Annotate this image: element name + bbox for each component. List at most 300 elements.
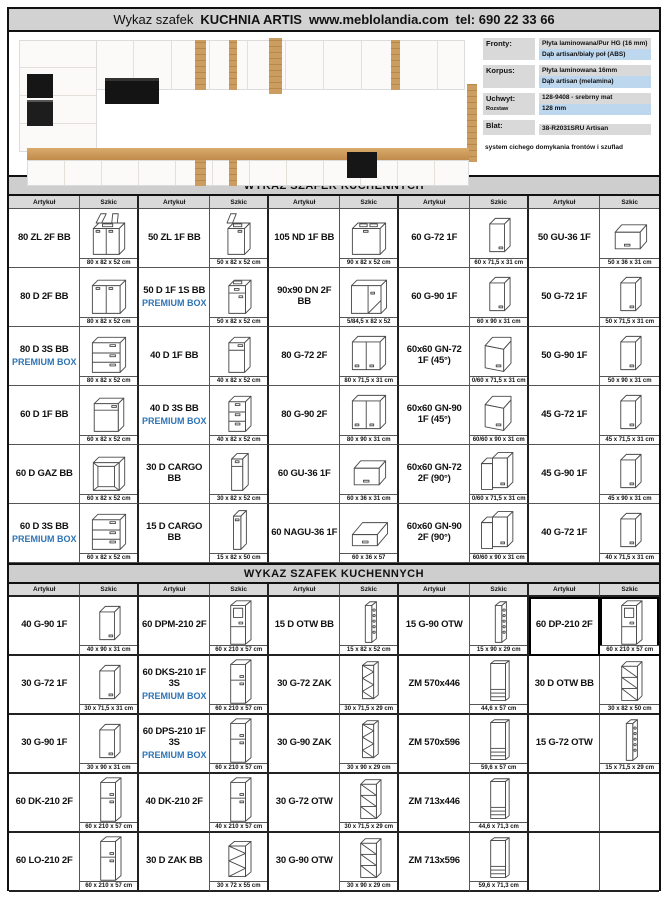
sketch-cell <box>600 597 659 656</box>
article-cell <box>399 327 470 386</box>
zigzag-shelf-icon <box>344 658 394 706</box>
sketch-cell <box>80 386 139 445</box>
sketch-dimensions: 60 x 210 x 57 cm <box>210 645 267 654</box>
base-corner-icon <box>344 270 394 318</box>
article-code: 30 G-90 1F <box>21 737 68 749</box>
sketch-cell <box>80 504 139 563</box>
column-header-szkic: Szkic <box>210 584 269 597</box>
sketch-dimensions: 60 x 36 x 57 <box>340 553 397 562</box>
sketch-cell <box>470 597 529 656</box>
wall-corner-90-icon <box>474 447 524 495</box>
sketch-dimensions: 30 x 90 x 31 cm <box>80 763 137 772</box>
column-header-artykul: Artykuł <box>529 584 600 597</box>
base-3drawers-icon <box>84 329 134 377</box>
article-code: 40 D 1F BB <box>150 349 199 361</box>
column-header-szkic: Szkic <box>210 196 269 209</box>
open-shelf-icon <box>344 776 394 824</box>
article-code: 30 D OTW BB <box>534 678 594 690</box>
article-code: 60 DK-210 2F <box>15 796 73 808</box>
article-code: 30 G-72 ZAK <box>277 678 332 690</box>
sketch-cell <box>600 656 659 715</box>
article-cell <box>529 445 600 504</box>
sketch-dimensions: 60 x 210 x 57 cm <box>80 881 137 890</box>
article-cell <box>9 268 80 327</box>
column-header-szkic: Szkic <box>340 584 399 597</box>
sketch-dimensions: 30 x 90 x 29 cm <box>340 763 397 772</box>
article-cell <box>9 774 80 833</box>
article-cell <box>529 327 600 386</box>
article-cell <box>9 715 80 774</box>
article-code: 80 G-72 2F <box>281 349 328 361</box>
sketch-cell <box>600 715 659 774</box>
sketch-dimensions: 0/60 x 71,5 x 31 cm <box>471 378 526 384</box>
sketch-cell <box>340 327 399 386</box>
wall-1door-icon <box>84 717 134 765</box>
article-code: 60 DP-210 2F <box>535 619 593 631</box>
article-cell <box>399 386 470 445</box>
article-cell <box>139 656 210 715</box>
article-code: 30 G-90 ZAK <box>277 737 332 749</box>
column-header-artykul: Artykuł <box>399 584 470 597</box>
sketch-cell <box>470 386 529 445</box>
tall-pantry-icon <box>214 599 264 647</box>
article-code: 60x60 GN-90 2F (90°) <box>406 521 462 543</box>
article-code: ZM 713x596 <box>408 855 460 867</box>
sketch-dimensions: 30 x 90 x 29 cm <box>340 881 397 890</box>
wall-2door-icon <box>344 388 394 436</box>
sketch-dimensions: 80 x 71,5 x 31 cm <box>340 376 397 385</box>
article-cell <box>9 209 80 268</box>
sketch-cell <box>340 656 399 715</box>
article-code: 60x60 GN-90 1F (45°) <box>406 403 462 425</box>
spec-value: Płyta laminowana/Pur HG (16 mm) <box>539 38 651 49</box>
article-cell <box>399 268 470 327</box>
article-cell <box>9 597 80 656</box>
sketch-cell <box>600 209 659 268</box>
sketch-cell <box>210 715 269 774</box>
article-cell <box>139 774 210 833</box>
sketch-dimensions: 80 x 90 x 31 cm <box>340 435 397 444</box>
tall-2door-icon <box>84 776 134 824</box>
article-code: 30 G-72 1F <box>21 678 68 690</box>
premium-box-label: PREMIUM BOX <box>141 297 207 308</box>
sketch-cell <box>210 445 269 504</box>
premium-box-label: PREMIUM BOX <box>11 356 77 367</box>
sketch-cell <box>80 656 139 715</box>
sketch-cell <box>80 268 139 327</box>
title-phone: tel: 690 22 33 66 <box>455 12 555 27</box>
sketch-dimensions: 80 x 82 x 52 cm <box>80 317 137 326</box>
article-cell <box>399 504 470 563</box>
article-code: 80 G-90 2F <box>281 408 328 420</box>
article-cell <box>529 209 600 268</box>
article-code: ZM 570x596 <box>408 737 460 749</box>
panel-zm-icon <box>474 776 524 824</box>
sketch-dimensions: 60 x 210 x 57 cm <box>210 704 267 713</box>
column-header-artykul: Artykuł <box>269 584 340 597</box>
article-code: 40 G-72 1F <box>541 526 588 538</box>
article-code: 45 G-72 1F <box>541 408 588 420</box>
wood-accent <box>195 40 206 90</box>
sketch-dimensions: 45 x 71,5 x 31 cm <box>600 435 659 444</box>
article-code: 30 G-72 OTW <box>275 796 333 808</box>
tall-2door-icon <box>214 658 264 706</box>
sketch-cell <box>210 268 269 327</box>
article-cell <box>529 774 600 833</box>
sketch-dimensions: 30 x 82 x 52 cm <box>210 494 267 503</box>
article-cell <box>269 268 340 327</box>
sketch-dimensions: 60 x 210 x 57 cm <box>80 822 137 831</box>
article-cell <box>529 656 600 715</box>
base-2door-icon <box>84 270 134 318</box>
article-cell <box>269 774 340 833</box>
base-cargo-slim-icon <box>214 506 264 554</box>
wall-1door-icon <box>474 211 524 259</box>
spec-value: 38-R2031SRU Artisan <box>539 124 651 135</box>
oven-appliance <box>27 74 53 98</box>
tall-pantry-icon <box>605 599 655 647</box>
sketch-cell <box>80 833 139 892</box>
sketch-cell <box>340 504 399 563</box>
article-code: 40 G-90 1F <box>21 619 68 631</box>
article-code: 80 D 3S BB <box>19 343 69 355</box>
sketch-dimensions: 60 x 82 x 52 cm <box>80 494 137 503</box>
sketch-dimensions: 40 x 210 x 57 cm <box>210 822 267 831</box>
article-cell <box>269 209 340 268</box>
wall-1door-icon <box>605 506 655 554</box>
article-code: 40 DK-210 2F <box>145 796 203 808</box>
article-cell <box>399 209 470 268</box>
article-code: 45 G-90 1F <box>541 467 588 479</box>
sketch-dimensions: 15 x 82 x 50 cm <box>210 553 267 562</box>
wood-accent <box>269 38 282 94</box>
article-cell <box>399 656 470 715</box>
article-cell <box>139 715 210 774</box>
article-code: 105 ND 1F BB <box>274 231 335 243</box>
spec-value: Płyta laminowana 16mm <box>539 65 651 76</box>
sketch-dimensions: 30 x 71,5 x 29 cm <box>340 822 397 831</box>
panel-zm-icon <box>474 835 524 883</box>
sketch-dimensions: 30 x 72 x 55 cm <box>210 881 267 890</box>
sketch-cell <box>80 597 139 656</box>
sketch-dimensions: 59,6 x 57 cm <box>470 763 527 772</box>
sketch-cell <box>210 774 269 833</box>
sketch-cell <box>600 504 659 563</box>
article-cell <box>529 504 600 563</box>
sketch-cell <box>340 597 399 656</box>
sketch-cell <box>80 445 139 504</box>
article-cell <box>139 209 210 268</box>
sketch-cell <box>210 209 269 268</box>
sketch-cell <box>340 268 399 327</box>
wall-2door-icon <box>344 329 394 377</box>
article-cell <box>9 656 80 715</box>
sketch-dimensions: 40 x 90 x 31 cm <box>80 645 137 654</box>
sketch-dimensions: 30 x 71,5 x 29 cm <box>340 704 397 713</box>
article-cell <box>139 597 210 656</box>
wall-corner-45-icon <box>474 388 524 436</box>
spec-value-highlight: Dąb artisan (melamina) <box>539 76 651 87</box>
zigzag-base-icon <box>214 835 264 883</box>
column-header-artykul: Artykuł <box>9 584 80 597</box>
article-code: 30 D ZAK BB <box>146 855 203 867</box>
article-cell <box>9 504 80 563</box>
article-cell <box>139 327 210 386</box>
wood-accent <box>391 40 400 90</box>
article-code: 50 G-72 1F <box>541 290 588 302</box>
sketch-cell <box>470 445 529 504</box>
article-code: 60 GU-36 1F <box>277 467 331 479</box>
sketch-cell <box>470 327 529 386</box>
article-code: 60 DPS-210 1F 3S <box>142 725 206 748</box>
sketch-cell <box>80 774 139 833</box>
article-code: 30 G-90 OTW <box>275 855 333 867</box>
article-cell <box>399 597 470 656</box>
column-header-artykul: Artykuł <box>399 196 470 209</box>
article-cell <box>529 833 600 892</box>
article-cell <box>9 386 80 445</box>
article-cell <box>399 833 470 892</box>
column-header-szkic: Szkic <box>470 584 529 597</box>
sketch-dimensions: 59,6 x 71,3 cm <box>470 881 527 890</box>
base-drawer-door-icon <box>214 270 264 318</box>
sketch-dimensions: 60 x 210 x 57 cm <box>210 763 267 772</box>
article-cell <box>9 833 80 892</box>
column-header-artykul: Artykuł <box>9 196 80 209</box>
column-header-szkic: Szkic <box>470 196 529 209</box>
wall-1door-icon <box>605 388 655 436</box>
base-cargo-icon <box>214 447 264 495</box>
wall-1door-icon <box>605 270 655 318</box>
open-panel-icon <box>474 599 524 647</box>
sketch-dimensions: 50 x 90 x 31 cm <box>600 376 659 385</box>
article-code: 30 D CARGO BB <box>146 462 203 484</box>
sketch-dimensions: 40 x 82 x 52 cm <box>210 435 267 444</box>
built-in-oven-appliance <box>105 78 159 104</box>
article-code: 50 D 1F 1S BB <box>143 284 206 296</box>
article-code: 60 DKS-210 1F 3S <box>142 666 206 689</box>
premium-box-label: PREMIUM BOX <box>141 690 207 701</box>
tall-2door-icon <box>84 835 134 883</box>
sketch-dimensions: 80 x 82 x 52 cm <box>80 376 137 385</box>
article-cell <box>269 833 340 892</box>
sketch-dimensions: 60/60 x 90 x 31 cm <box>470 553 527 562</box>
title-prefix: Wykaz szafek <box>113 12 194 27</box>
sketch-cell <box>600 268 659 327</box>
sketch-cell <box>470 715 529 774</box>
sketch-dimensions: 44,6 x 57 cm <box>470 704 527 713</box>
sketch-dimensions: 40 x 71,5 x 31 cm <box>600 553 659 562</box>
title-brand: KUCHNIA ARTIS <box>200 12 302 27</box>
open-shelf-icon <box>605 658 655 706</box>
sketch-cell <box>600 386 659 445</box>
sketch-dimensions: 60 x 36 x 31 cm <box>340 494 397 503</box>
article-code: 50 GU-36 1F <box>537 231 591 243</box>
sketch-cell <box>340 386 399 445</box>
sketch-cell <box>210 327 269 386</box>
sketch-cell <box>340 209 399 268</box>
page-title <box>9 9 659 32</box>
kitchen-base-cabinets <box>27 160 469 186</box>
spec-row-fronty <box>483 38 651 60</box>
sketch-dimensions: 30 x 82 x 50 cm <box>600 704 659 713</box>
spec-row-blat <box>483 120 651 135</box>
sketch-cell <box>210 833 269 892</box>
sketch-dimensions: 50 x 36 x 31 cm <box>600 258 659 267</box>
sketch-dimensions: 60 x 82 x 52 cm <box>80 435 137 444</box>
article-cell <box>269 445 340 504</box>
wall-flip-up-icon <box>344 447 394 495</box>
wood-accent <box>229 40 237 90</box>
soft-close-note: system cichego domykania frontów i szuflad <box>485 143 623 151</box>
article-cell <box>269 386 340 445</box>
tall-2door-icon <box>214 776 264 824</box>
article-cell <box>529 715 600 774</box>
tall-2door-icon <box>214 717 264 765</box>
sketch-dimensions: 40 x 82 x 52 cm <box>210 376 267 385</box>
panel-zm-icon <box>474 717 524 765</box>
spec-sublabel: Rozstaw <box>486 105 509 112</box>
materials-panel <box>481 32 659 175</box>
sketch-dimensions: 60 x 90 x 31 cm <box>470 317 527 326</box>
article-cell <box>269 656 340 715</box>
base-sink-wide-icon <box>344 211 394 259</box>
article-cell <box>269 597 340 656</box>
article-cell <box>9 327 80 386</box>
sketch-cell <box>210 504 269 563</box>
article-code: 60 NAGU-36 1F <box>271 526 338 538</box>
sketch-cell <box>80 327 139 386</box>
sketch-dimensions: 50 x 71,5 x 31 cm <box>600 317 659 326</box>
sketch-dimensions: 80 x 82 x 52 cm <box>80 258 137 267</box>
dishwasher-appliance <box>347 152 377 178</box>
article-cell <box>529 386 600 445</box>
article-cell <box>269 715 340 774</box>
wall-1door-icon <box>605 447 655 495</box>
sketch-cell <box>470 268 529 327</box>
column-header-artykul: Artykuł <box>139 196 210 209</box>
title-website: www.meblolandia.com <box>308 12 449 27</box>
wall-1door-icon <box>474 270 524 318</box>
article-cell <box>139 504 210 563</box>
sketch-dimensions: 60 x 71,5 x 31 cm <box>470 258 527 267</box>
sketch-dimensions: 60/60 x 90 x 31 cm <box>470 435 527 444</box>
article-code: ZM 570x446 <box>408 678 460 690</box>
spec-row-korpus <box>483 65 651 87</box>
countertop <box>27 148 469 160</box>
wood-accent <box>229 160 237 186</box>
column-header-artykul: Artykuł <box>269 196 340 209</box>
base-sink-2door-icon <box>84 211 134 259</box>
sketch-cell <box>340 445 399 504</box>
spec-label: Fronty: <box>483 38 535 60</box>
sketch-cell <box>600 445 659 504</box>
spec-value-highlight: Dąb artisan/biały poł (ABS) <box>539 49 651 60</box>
column-header-artykul: Artykuł <box>139 584 210 597</box>
spec-label: Blat: <box>483 120 535 135</box>
sketch-cell <box>470 833 529 892</box>
sketch-dimensions: 50 x 82 x 52 cm <box>210 258 267 267</box>
wall-corner-45-icon <box>474 329 524 377</box>
spec-label: Uchwyt: Rozstaw <box>483 93 535 115</box>
article-code: 50 G-90 1F <box>541 349 588 361</box>
article-cell <box>529 597 600 656</box>
open-panel-icon <box>344 599 394 647</box>
sketch-dimensions: 60 x 82 x 52 cm <box>80 553 137 562</box>
article-code: 80 ZL 2F BB <box>17 231 71 243</box>
wall-nagu-icon <box>344 506 394 554</box>
sketch-dimensions: 60 x 210 x 57 cm <box>600 645 659 654</box>
wall-1door-icon <box>84 599 134 647</box>
article-code: 60 G-72 1F <box>411 231 458 243</box>
section-header: WYKAZ SZAFEK KUCHENNYCH <box>9 563 659 584</box>
premium-box-label: PREMIUM BOX <box>141 749 207 760</box>
sketch-cell <box>470 656 529 715</box>
column-header-szkic: Szkic <box>80 196 139 209</box>
article-code: 15 G-90 OTW <box>405 619 463 631</box>
article-code: 60 D GAZ BB <box>15 467 73 479</box>
wall-1door-icon <box>605 329 655 377</box>
sketch-cell <box>80 209 139 268</box>
sketch-cell <box>210 656 269 715</box>
wall-flip-up-icon <box>605 211 655 259</box>
open-panel-icon <box>605 717 655 765</box>
sketch-dimensions: 45 x 90 x 31 cm <box>600 494 659 503</box>
sketch-dimensions: 15 x 71,5 x 29 cm <box>600 763 659 772</box>
article-cell <box>139 268 210 327</box>
spec-value-highlight: 128 mm <box>539 104 651 115</box>
spec-value: 128-9408 - srebrny mat <box>539 93 651 104</box>
sketch-dimensions: 15 x 90 x 29 cm <box>470 645 527 654</box>
article-code: 15 D CARGO BB <box>146 521 203 543</box>
sketch-cell <box>600 774 659 833</box>
article-cell <box>399 715 470 774</box>
premium-box-label: PREMIUM BOX <box>141 415 207 426</box>
article-code: 80 D 2F BB <box>20 290 69 302</box>
sketch-dimensions: 50 x 82 x 52 cm <box>210 317 267 326</box>
base-open-icon <box>84 447 134 495</box>
premium-box-label: PREMIUM BOX <box>11 533 77 544</box>
top-section <box>9 32 659 175</box>
sketch-cell <box>600 327 659 386</box>
sketch-dimensions: 90 x 82 x 52 cm <box>340 258 397 267</box>
sketch-cell <box>600 833 659 892</box>
article-code: ZM 713x446 <box>408 796 460 808</box>
base-3drawers-narrow-icon <box>214 388 264 436</box>
article-code: 60x60 GN-72 1F (45°) <box>406 344 462 366</box>
cabinet-table-2 <box>9 584 659 892</box>
article-code: 60x60 GN-72 2F (90°) <box>406 462 462 484</box>
sketch-dimensions: 5/84,5 x 82 x 52 <box>340 317 397 326</box>
article-cell <box>269 327 340 386</box>
spec-row-uchwyt <box>483 93 651 115</box>
sketch-cell <box>80 715 139 774</box>
article-cell <box>399 774 470 833</box>
oven-appliance <box>27 100 53 126</box>
sketch-cell <box>470 774 529 833</box>
base-1door-narrow-icon <box>214 329 264 377</box>
column-header-szkic: Szkic <box>600 196 659 209</box>
article-cell <box>269 504 340 563</box>
sketch-dimensions: 15 x 82 x 52 cm <box>340 645 397 654</box>
article-code: 50 ZL 1F BB <box>147 231 201 243</box>
column-header-szkic: Szkic <box>600 584 659 597</box>
catalog-page <box>7 7 661 891</box>
sketch-dimensions: 44,6 x 71,3 cm <box>470 822 527 831</box>
column-header-szkic: Szkic <box>340 196 399 209</box>
article-code: 60 D 1F BB <box>20 408 69 420</box>
article-code: 15 G-72 OTW <box>535 737 593 749</box>
